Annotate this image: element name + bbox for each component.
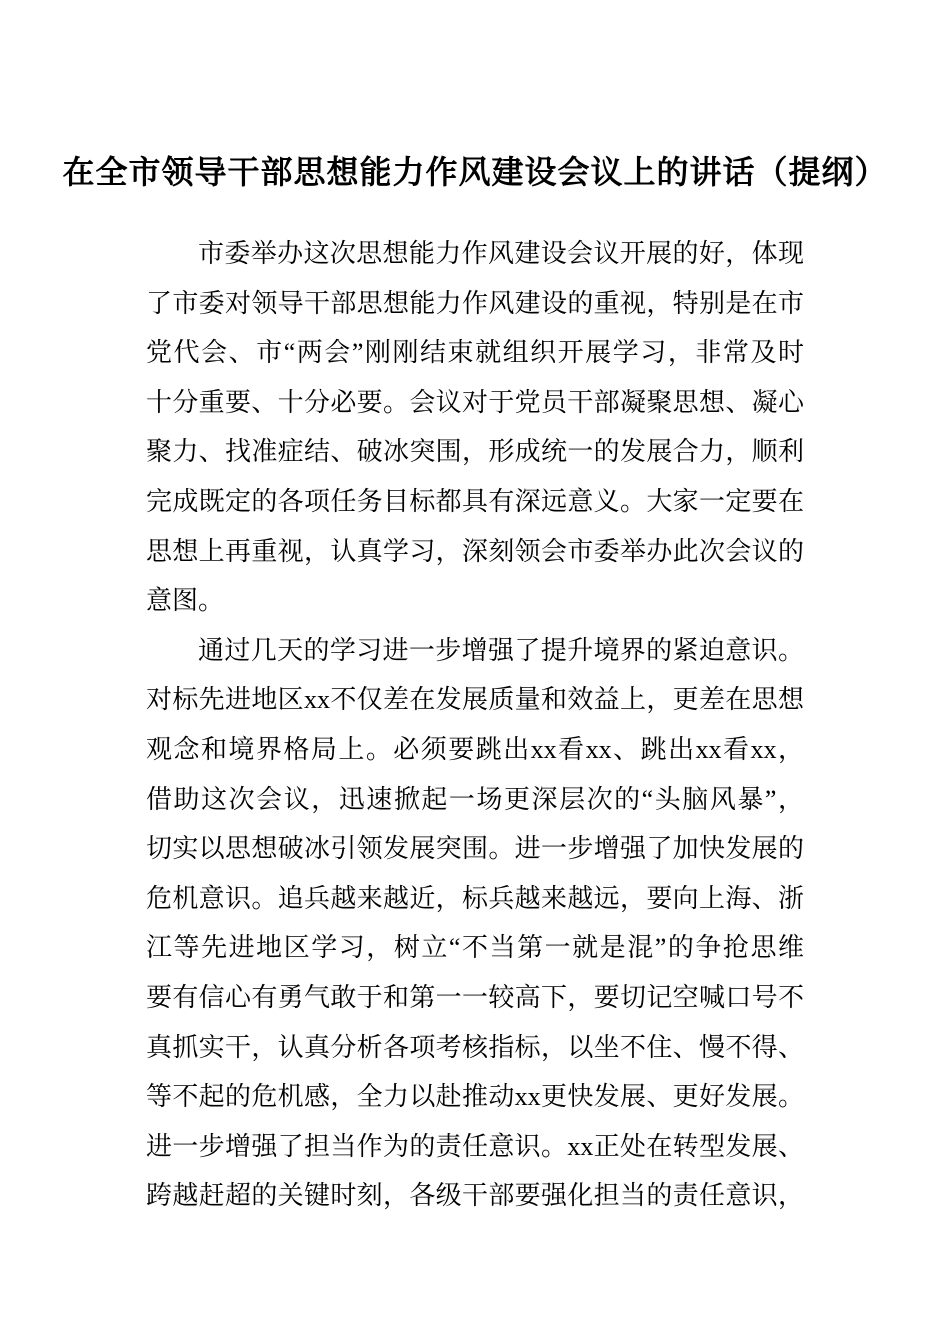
text-line: 真抓实干，认真分析各项考核指标，以坐不住、慢不得、 [146,1032,804,1062]
text-line: 跨越赶超的关键时刻，各级干部要强化担当的责任意识， [146,1181,804,1211]
text-line: 要有信心有勇气敢于和第一一较高下，要切记空喊口号不 [146,982,804,1012]
text-line: 市委举办这次思想能力作风建设会议开展的好，体现 [198,239,804,268]
text-line: 十分重要、十分必要。会议对于党员干部凝聚思想、凝心 [146,387,804,417]
text-line: 切实以思想破冰引领发展突围。进一步增强了加快发展的 [146,834,804,864]
text-line: 对标先进地区xx不仅差在发展质量和效益上，更差在思想 [146,685,804,715]
text-line: 危机意识。追兵越来越近，标兵越来越远，要向上海、浙 [146,883,804,913]
text-line: 党代会、市“两会”刚刚结束就组织开展学习，非常及时 [146,338,804,368]
paragraph [146,626,804,1221]
text-line: 观念和境界格局上。必须要跳出xx看xx、跳出xx看xx， [146,734,804,764]
text-line: 江等先进地区学习，树立“不当第一就是混”的争抢思维 [146,933,804,963]
text-line: 通过几天的学习进一步增强了提升境界的紧迫意识。 [198,635,804,665]
paragraph [146,229,804,626]
document-title: 在全市领导干部思想能力作风建设会议上的讲话（提纲） [62,154,888,190]
text-line: 完成既定的各项任务目标都具有深远意义。大家一定要在 [146,486,804,516]
text-line: 等不起的危机感，全力以赴推动xx更快发展、更好发展。 [146,1082,804,1112]
text-line: 借助这次会议，迅速掀起一场更深层次的“头脑风暴”， [146,784,804,814]
text-line: 意图。 [146,586,225,616]
text-line: 进一步增强了担当作为的责任意识。xx正处在转型发展、 [146,1131,804,1161]
document-body [146,229,804,1221]
text-line: 思想上再重视，认真学习，深刻领会市委举办此次会议的 [146,536,804,566]
text-line: 聚力、找准症结、破冰突围，形成统一的发展合力，顺利 [146,437,804,467]
text-line: 了市委对领导干部思想能力作风建设的重视，特别是在市 [146,288,804,318]
